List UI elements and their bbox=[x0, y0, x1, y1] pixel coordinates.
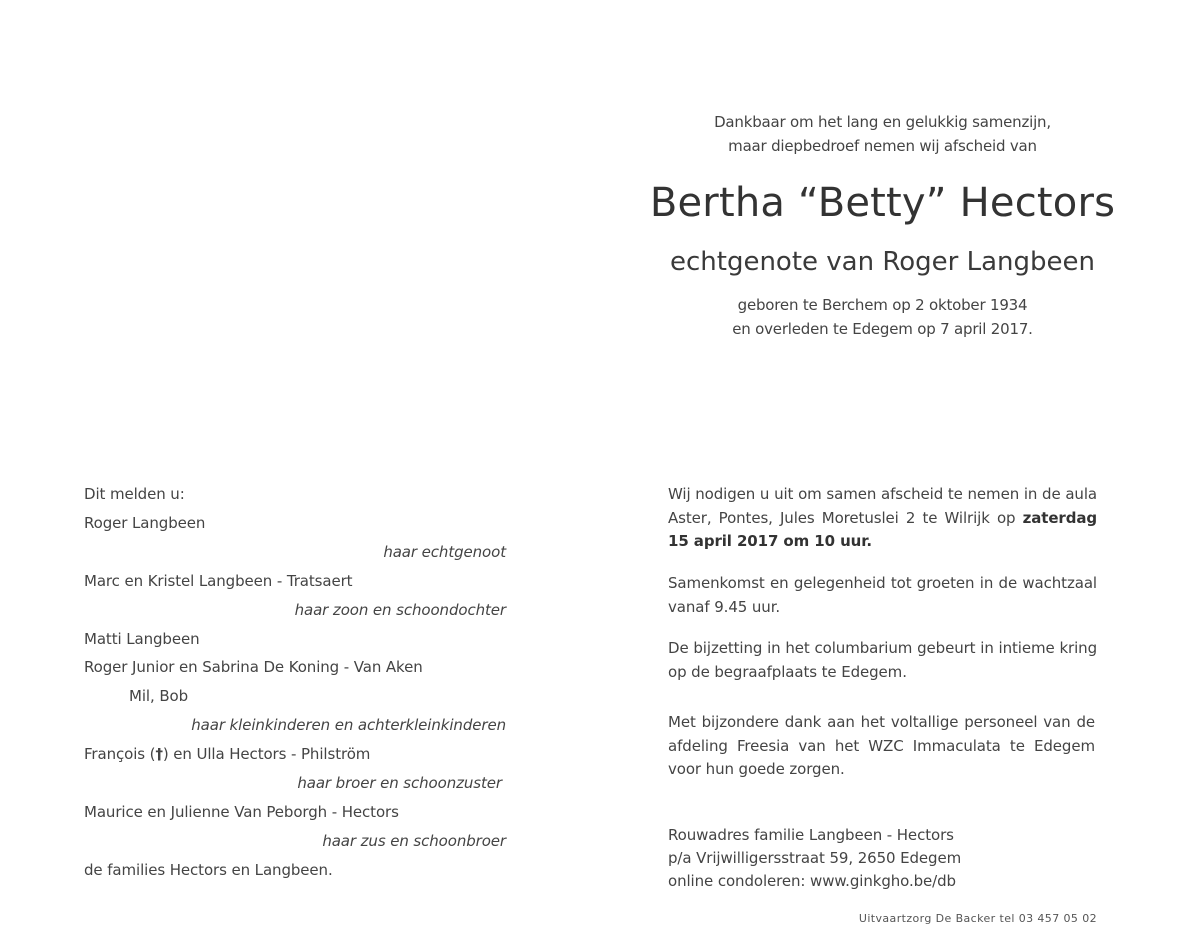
death-line: en overleden te Edegem op 7 april 2017. bbox=[732, 320, 1033, 338]
grandchild-2: Roger Junior en Sabrina De Koning - Van Aken bbox=[84, 658, 423, 676]
grandchildren-role: haar kleinkinderen en achterkleinkinderen bbox=[191, 716, 506, 734]
undertaker-footer: Uitvaartzorg De Backer tel 03 457 05 02 bbox=[858, 912, 1097, 925]
spouse-line: echtgenote van Roger Langbeen bbox=[669, 247, 1095, 277]
address-line-2: p/a Vrijwilligersstraat 59, 2650 Edegem bbox=[668, 849, 962, 867]
deceased-name: Bertha “Betty” Hectors bbox=[649, 180, 1116, 226]
brother-name-b: ) en Ulla Hectors - Philström bbox=[162, 745, 371, 763]
families-line: de families Hectors en Langbeen. bbox=[84, 861, 333, 879]
brother-role: haar broer en schoonzuster bbox=[297, 774, 502, 792]
sister-role: haar zus en schoonbroer bbox=[322, 832, 506, 850]
spouse-role: haar echtgenoot bbox=[383, 543, 506, 561]
intro-line-1: Dankbaar om het lang en gelukkig samenzijn, bbox=[714, 113, 1051, 131]
thanks-paragraph: Met bijzondere dank aan het voltallige personeel van de afdeling Freesia van het WZC Immaculata te Edegem voor hun goede zorgen. bbox=[668, 713, 1095, 778]
intro-line-2: maar diepbedroef nemen wij afscheid van bbox=[728, 137, 1037, 155]
invitation-date: zaterdag 15 april 2017 om 10 uur. bbox=[668, 508, 1097, 550]
intro-text bbox=[655, 110, 1110, 158]
spouse-name: Roger Langbeen bbox=[84, 514, 206, 532]
son-role: haar zoon en schoondochter bbox=[294, 601, 506, 619]
brother-name-a: François ( bbox=[84, 745, 156, 763]
cross-icon: † bbox=[155, 745, 163, 763]
burial-paragraph: De bijzetting in het columbarium gebeurt in intieme kring op de begraafplaats te Edegem. bbox=[668, 639, 1097, 681]
sister-names: Maurice en Julienne Van Peborgh - Hectors bbox=[84, 803, 399, 821]
invitation-text: Wij nodigen u uit om samen afscheid te nemen in de aula Aster, Pontes, Jules Moretuslei 2 te Wilrijk op bbox=[668, 485, 1097, 527]
brother-names bbox=[84, 744, 370, 764]
invitation-paragraph bbox=[668, 483, 1097, 554]
announcement-intro: Dit melden u: bbox=[84, 485, 185, 503]
grandchild-1: Matti Langbeen bbox=[84, 630, 200, 648]
address-line-1: Rouwadres familie Langbeen - Hectors bbox=[668, 826, 954, 844]
son-names: Marc en Kristel Langbeen - Tratsaert bbox=[84, 572, 353, 590]
address-line-3: online condoleren: www.ginkgho.be/db bbox=[668, 872, 956, 890]
gathering-paragraph: Samenkomst en gelegenheid tot groeten in de wachtzaal vanaf 9.45 uur. bbox=[668, 574, 1097, 616]
great-grandchildren: Mil, Bob bbox=[129, 687, 189, 705]
life-dates bbox=[655, 293, 1110, 341]
mourning-address bbox=[668, 824, 961, 893]
birth-line: geboren te Berchem op 2 oktober 1934 bbox=[737, 296, 1028, 314]
